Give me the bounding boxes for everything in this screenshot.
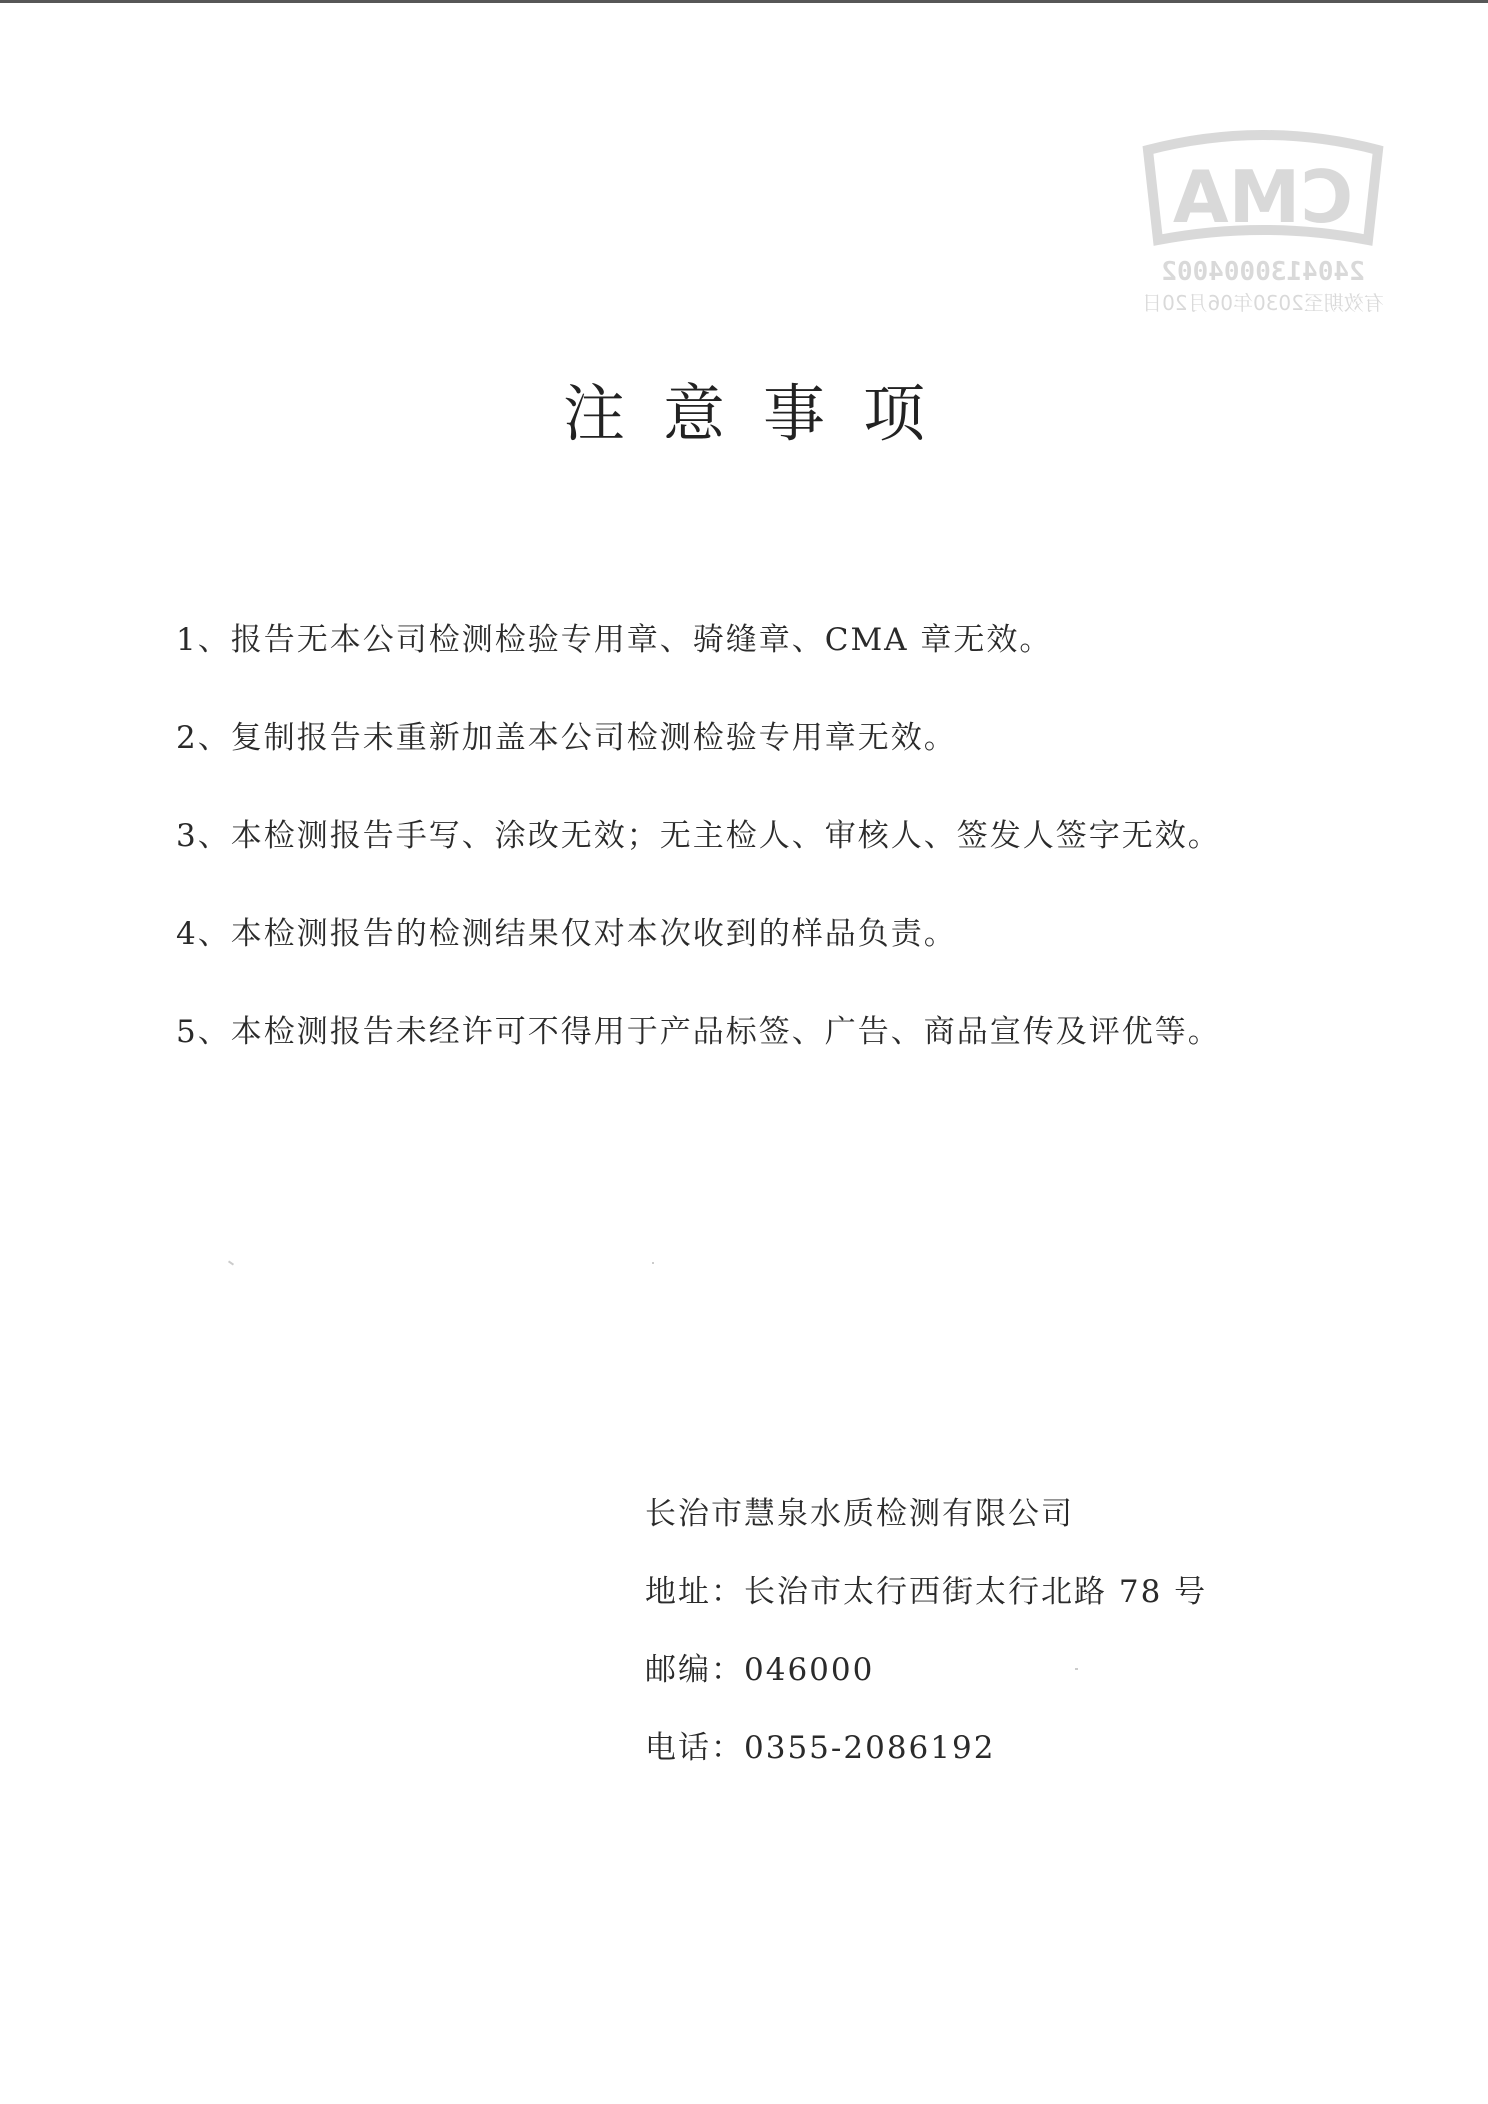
stamp-number: 2404130004002 [1161,257,1365,287]
scan-speck [652,1262,654,1264]
notes-list [176,620,1376,1110]
company-phone: 电话：0355-2086192 [645,1730,996,1766]
note-item: 5、本检测报告未经许可不得用于产品标签、广告、商品宣传及评优等。 [176,1014,1221,1050]
company-name: 长治市慧泉水质检测有限公司 [645,1496,1074,1532]
stamp-validity: 有效期至2030年06月20日 [1142,291,1384,315]
note-item: 3、本检测报告手写、涂改无效；无主检人、审核人、签发人签字无效。 [176,818,1221,854]
cma-stamp-icon [1118,130,1408,320]
note-item: 4、本检测报告的检测结果仅对本次收到的样品负责。 [176,916,957,952]
company-postcode: 邮编：046000 [645,1652,875,1688]
scan-speck [228,1260,234,1265]
scan-speck [1075,1668,1078,1670]
stamp-mark: CMA [1172,155,1354,239]
scan-edge [0,0,1488,3]
note-item: 1、报告无本公司检测检验专用章、骑缝章、CMA 章无效。 [176,622,1053,658]
company-address: 地址：长治市太行西街太行北路 78 号 [645,1574,1208,1610]
note-item: 2、复制报告未重新加盖本公司检测检验专用章无效。 [176,720,957,756]
contact-block [645,1494,1365,1806]
page-title: 注意事项 [562,376,963,450]
